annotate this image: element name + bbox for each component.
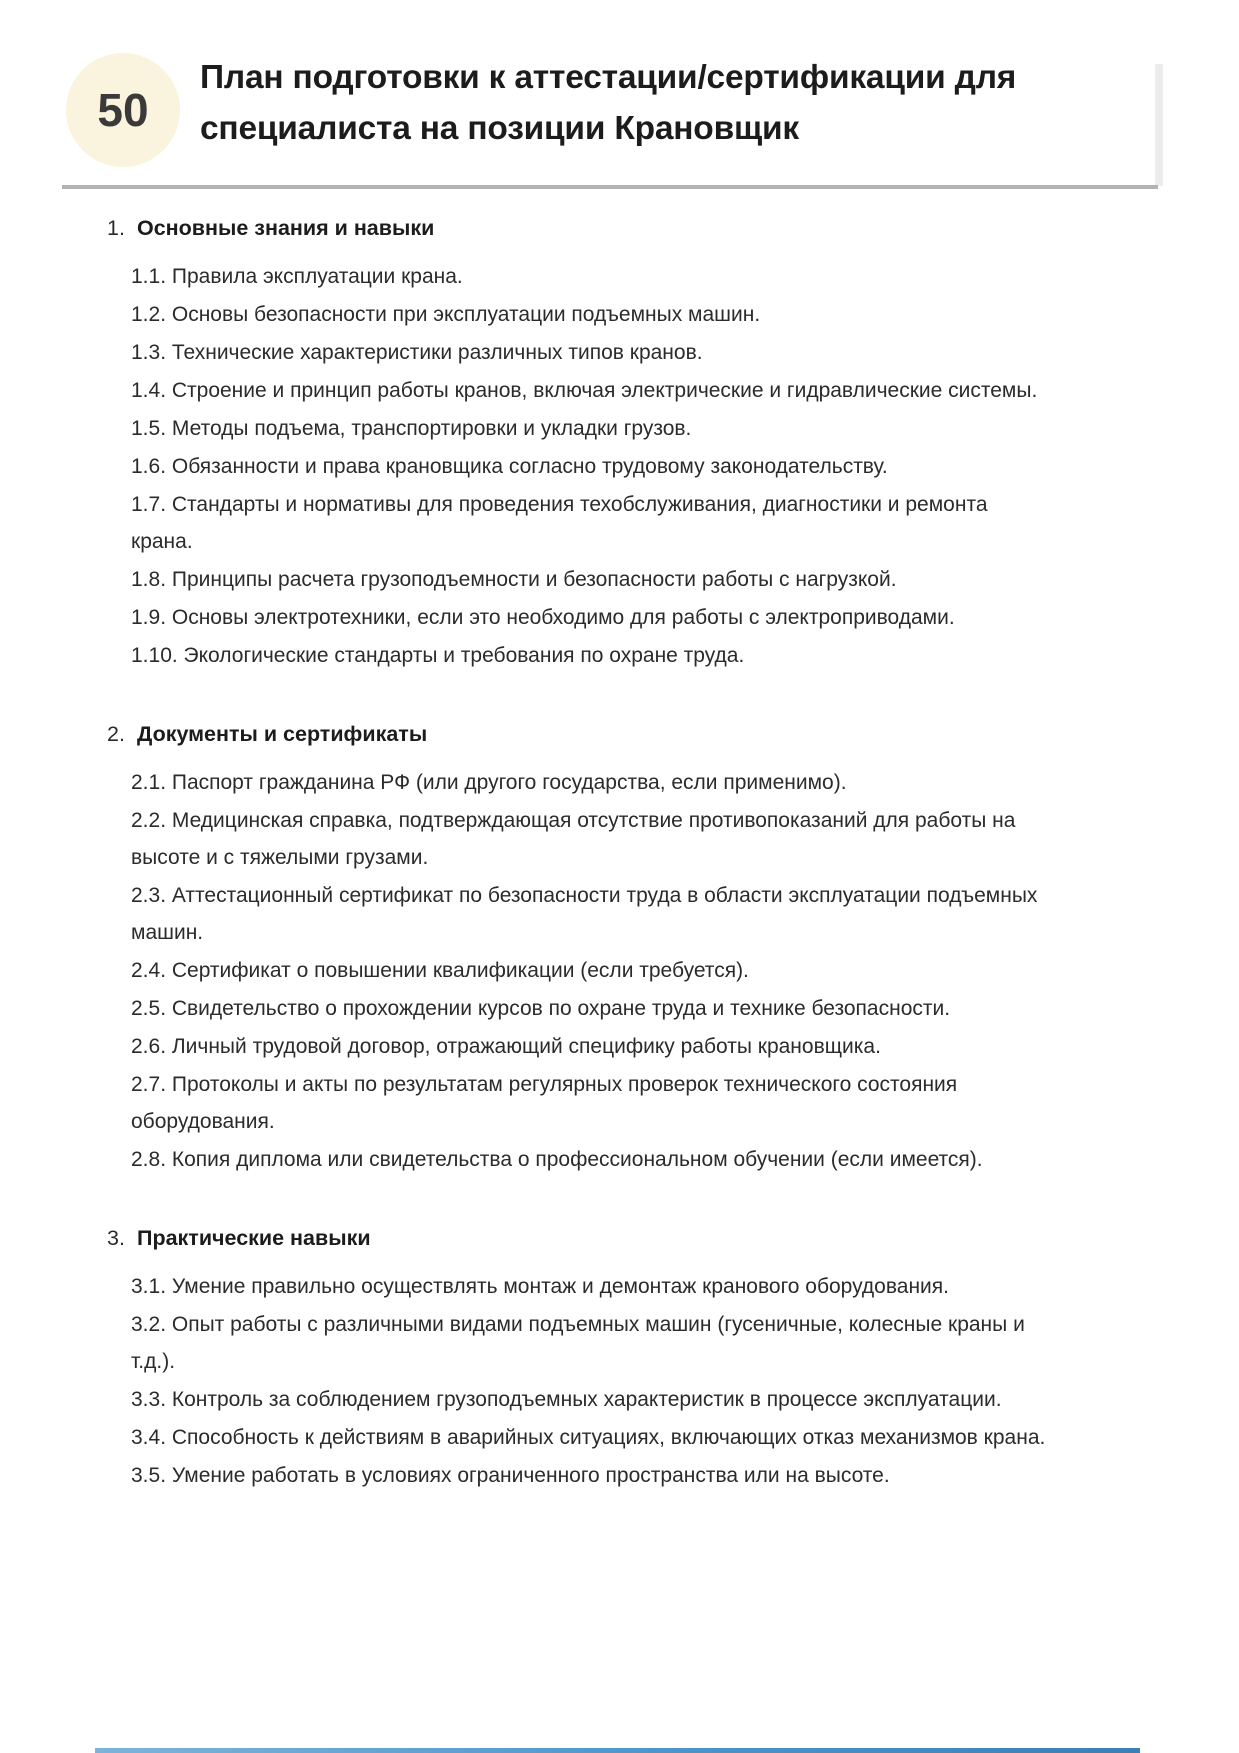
list-item: 2.6. Личный трудовой договор, отражающий специфику работы крановщика. <box>131 1035 881 1058</box>
list-item: 3.1. Умение правильно осуществлять монтаж и демонтаж кранового оборудования. <box>131 1275 949 1298</box>
list-item: 1.5. Методы подъема, транспортировки и укладки грузов. <box>131 417 692 440</box>
section-items <box>131 764 1051 1178</box>
header-divider <box>62 185 1158 189</box>
list-item: 1.7. Стандарты и нормативы для проведения техобслуживания, диагностики и ремонта крана. <box>131 493 988 553</box>
list-item: 1.4. Строение и принцип работы кранов, включая электрические и гидравлические системы. <box>131 379 1038 402</box>
section-items <box>131 1268 1051 1494</box>
list-item: 2.7. Протоколы и акты по результатам регулярных проверок технического состояния оборудования. <box>131 1073 958 1133</box>
section-heading <box>107 716 1070 753</box>
list-item: 3.2. Опыт работы с различными видами подъемных машин (гусеничные, колесные краны и т.д.). <box>131 1313 1025 1373</box>
document-content <box>0 210 1070 1536</box>
section-documents-certificates <box>107 716 1070 1178</box>
section-title: Документы и сертификаты <box>136 722 428 746</box>
section-heading <box>107 1220 1070 1257</box>
list-item: 2.8. Копия диплома или свидетельства о профессиональном обучении (если имеется). <box>131 1148 983 1171</box>
list-item: 1.8. Принципы расчета грузоподъемности и безопасности работы с нагрузкой. <box>131 568 897 591</box>
list-item: 2.3. Аттестационный сертификат по безопасности труда в области эксплуатации подъемных машин. <box>131 884 1038 944</box>
list-item: 1.3. Технические характеристики различных типов кранов. <box>131 341 703 364</box>
title-shadow-strip <box>1155 64 1163 186</box>
list-item: 1.6. Обязанности и права крановщика согласно трудовому законодательству. <box>131 455 888 478</box>
section-basic-knowledge <box>107 210 1070 674</box>
list-item: 2.5. Свидетельство о прохождении курсов по охране труда и технике безопасности. <box>131 997 951 1020</box>
list-item: 2.1. Паспорт гражданина РФ (или другого государства, если применимо). <box>131 771 847 794</box>
list-item: 1.9. Основы электротехники, если это необходимо для работы с электроприводами. <box>131 606 955 629</box>
list-item: 3.4. Способность к действиям в аварийных ситуациях, включающих отказ механизмов крана. <box>131 1426 1046 1449</box>
page-title: План подготовки к аттестации/сертификации для специалиста на позиции Крановщик <box>200 59 1017 147</box>
section-title: Основные знания и навыки <box>136 216 435 240</box>
list-item: 1.10. Экологические стандарты и требования по охране труда. <box>131 644 745 667</box>
list-item: 3.5. Умение работать в условиях ограниченного пространства или на высоте. <box>131 1464 890 1487</box>
list-item: 1.1. Правила эксплуатации крана. <box>131 265 463 288</box>
number-badge <box>66 53 180 167</box>
badge-number: 50 <box>97 84 149 136</box>
next-card-accent-bar <box>95 1748 1140 1753</box>
section-items <box>131 258 1051 674</box>
list-item: 2.4. Сертификат о повышении квалификации (если требуется). <box>131 959 749 982</box>
section-number: 3. <box>107 1226 125 1250</box>
section-number: 1. <box>107 216 125 240</box>
list-item: 2.2. Медицинская справка, подтверждающая отсутствие противопоказаний для работы на высоте и с тяжелыми грузами. <box>131 809 1016 869</box>
list-item: 3.3. Контроль за соблюдением грузоподъемных характеристик в процессе эксплуатации. <box>131 1388 1002 1411</box>
section-practical-skills <box>107 1220 1070 1494</box>
section-number: 2. <box>107 722 125 746</box>
list-item: 1.2. Основы безопасности при эксплуатации подъемных машин. <box>131 303 761 326</box>
section-heading <box>107 210 1070 247</box>
section-title: Практические навыки <box>136 1226 371 1250</box>
